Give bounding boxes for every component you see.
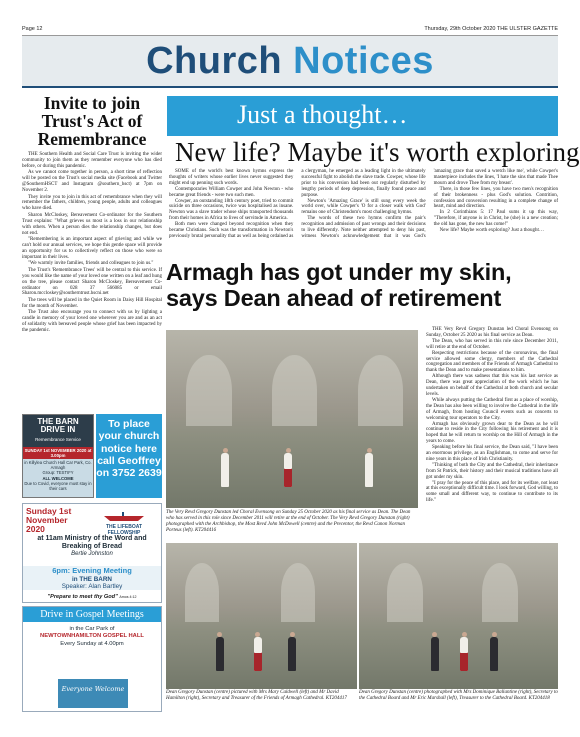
barn-ad-date: SUNDAY 1st NOVEMBER 2020 at 3.00pm xyxy=(24,448,92,458)
dean-headline: Armagh has got under my skin, says Dean ahead of retirement xyxy=(166,259,512,311)
masthead-rule xyxy=(22,86,558,88)
barn-ad-subtitle: DRIVE IN xyxy=(40,425,76,434)
board-photo-caption: Dean Gregory Dunstan (centre) photographed with Mrs Dominique Ballantine (right), Secretary to the Cathedral Board and Mr Eric Marshall (left), Treasurer to the Cathedral Board. KT204418 xyxy=(359,690,558,701)
everyone-welcome-image: Everyone Welcome xyxy=(58,679,128,708)
article-paragraph: Although there was sadness that this was his last service as Dean, there was great appreciation of the work which he has undertaken on behalf of the Cathedral at both church and secular levels. xyxy=(426,374,558,397)
barn-ad-line: in Killylea Church Hall Car Park, Co. Armagh xyxy=(24,460,92,471)
dean-article xyxy=(426,327,558,504)
article-paragraph: While always putting the Cathedral first as a place of worship, the Dean has also been willing to involve the Cathedral in the life of Armagh, from hosting Council events such as concerts to welcoming tour operators to the City. xyxy=(426,397,558,421)
advertise-here-ad: To place your church notice here call Geoffrey on 3752 2639 xyxy=(96,414,162,498)
article-paragraph: THE Very Revd Gregory Dunstan led Choral Evensong on Sunday, October 25 2020 as his final service as Dean. xyxy=(426,327,558,338)
drive-in-venue: NEWTOWNHAMILTON GOSPEL HALL xyxy=(40,633,144,640)
article-paragraph: The Dean, who has served in this role since December 2011, will retire at the end of October. xyxy=(426,338,558,350)
lifeboat-fellowship-ad xyxy=(22,503,162,603)
lifeboat-logo-text: THE LIFEBOAT FELLOWSHIP xyxy=(105,524,142,536)
barn-ad-title: THE BARN xyxy=(37,417,79,426)
lifeboat-morning-speaker: Bertie Johnston xyxy=(71,551,113,557)
cathedral-photo-friends xyxy=(166,543,357,689)
invite-paragraph: THE Southern Health and Social Care Trust is inviting the wider community to join them as they remember everyone who has died before, or during this pandemic. xyxy=(22,152,162,169)
jat-paragraph: Both men were changed beyond recognition when they became Christians. Such was the transformation in Newton's previously brutal personality that as well as being ordained as a clergyman, he emerged as a leading light in the ultimately successful fight to abolish the slave trade. Cowper, whose life prior to his conversion had been out regularly disturbed by lengthy periods of deep depression, finally found peace and purpose. xyxy=(169,169,426,239)
cathedral-photo-main xyxy=(166,330,418,508)
just-a-thought-label: Just a thought… xyxy=(237,100,408,129)
barn-ad-line: Group: TESTIFY xyxy=(42,470,74,476)
lifeboat-morning-title: Ministry of the Word and Breaking of Bread xyxy=(61,535,147,550)
lifeboat-evening-place: in THE BARN xyxy=(72,575,112,583)
invite-paragraph: As we cannot come together in person, a short time of reflection will be posted on the Trust's social media site (Facebook and Twitter @SouthernHSCT and Instagram @southern_hsct) at 7pm on November 2. xyxy=(22,170,162,194)
lifeboat-icon xyxy=(102,512,146,522)
person-figure xyxy=(288,637,296,671)
jat-paragraph: There, in those few lines, you have two men's recognition of their brokenness - plus God's solution. Contrition, confession and conversion resulting in a complete change of heart, mind and direction. xyxy=(433,186,558,210)
invite-paragraph: The Trust's 'Remembrance Trees' will be central to this service. If you would like the name of your loved one written on a leaf and hung on the tree, please contact Sharon McCloskey, Bereavement Co-ordinator on 028 37 566085 or email Sharon.mccloskey@southerntrust.hscni.net xyxy=(22,267,162,297)
lifeboat-logo xyxy=(90,512,158,536)
section-title xyxy=(22,40,558,83)
person-figure xyxy=(221,453,229,487)
jat-paragraph: Newton's 'Amazing Grace' is still sung every week the world over, while Cowper's 'O for a closer walk with God' remains one of Christendom's most challenging hymns. xyxy=(301,198,426,216)
lifeboat-evening-speaker: Speaker: Alan Bartley xyxy=(61,583,123,590)
person-figure xyxy=(460,637,468,671)
person-figure xyxy=(254,637,262,671)
lifeboat-footer-ref: Amos 4:12 xyxy=(119,595,137,599)
invite-paragraph: The Trust also encourage you to connect with us by lighting a candle in memory of your loved one wherever you are and as an act of solidarity with bereaved people whose grief has been impacted by the pandemic. xyxy=(22,310,162,334)
drive-in-details xyxy=(23,626,161,648)
barn-drive-in-ad xyxy=(22,414,94,498)
lifeboat-evening-line: 6pm: Evening Meeting xyxy=(52,566,132,575)
lifeboat-evening xyxy=(23,566,161,590)
article-paragraph: Armagh has obviously grown dear to the Dean as he will continue to reside in the City following his retirement and it is hoped that he will return to worship on the Hill of Armagh in the years to come. xyxy=(426,421,558,445)
invite-body xyxy=(22,152,162,334)
barn-ad-line: ALL WELCOME xyxy=(42,475,74,481)
article-paragraph: Speaking before his final service, the Dean said, "I have been an enormous privilege, as an Englishman, to come and serve for nine years in this place of Irish Christianity. xyxy=(426,445,558,462)
invite-paragraph: The trees will be placed in the Quiet Room in Daisy Hill Hospital for the month of November. xyxy=(22,297,162,309)
drive-in-title: Drive in Gospel Meetings xyxy=(23,607,161,622)
article-paragraph: Respecting restrictions because of the coronavirus, the final service allowed some clergy, members of the Cathedral congregation and members of the Friends of Armagh Cathedral to thank the Dean and to make presentations to him. xyxy=(426,350,558,374)
lifeboat-date: Sunday 1st November 2020 xyxy=(26,506,72,534)
lifeboat-morning-time: at 11am xyxy=(37,535,64,542)
person-figure xyxy=(216,637,224,671)
section-title-word1: Church xyxy=(146,40,283,82)
page-header-bar xyxy=(22,26,558,36)
barn-ad-banner xyxy=(23,415,93,447)
cathedral-photo-board xyxy=(359,543,558,689)
lifeboat-morning xyxy=(23,535,161,558)
person-figure xyxy=(365,453,373,487)
barn-ad-tag: Remembrance Service xyxy=(35,437,81,442)
section-title-word2: Notices xyxy=(293,40,434,82)
just-a-thought-title: New life? Maybe it's worth exploring xyxy=(175,137,580,167)
jat-paragraph: SOME of the world's best known hymns express the thoughts of writers whose earlier lives never suggested they might end up penning such words. xyxy=(169,169,294,186)
article-paragraph: "Thinking of both the City and the Cathedral, their inheritance from St Patrick, their history and their musical traditions have all got under my skin. xyxy=(426,462,558,480)
jat-paragraph: New life? Maybe worth exploring? Just a thought… xyxy=(439,228,544,234)
invite-paragraph: They invite you to join in this act of remembrance when they will remember the fathers, children, young people, adults and colleagues who have died. xyxy=(22,194,162,212)
date-line: Thursday, 29th October 2020 THE ULSTER GAZETTE xyxy=(424,26,558,32)
lifeboat-footer-quote: "Prepare to meet thy God" xyxy=(47,594,118,600)
jat-paragraph: The words of these two hymns confirm the pair's recognition and admission of past wrongs and their decisions to live differently. Note neither attempted to deny his past, witness Newton's acknowledgement that it was God's 'amazing grace that saved a wretch like me', while Cowper's masterpiece includes the lines, 'I hate the sins that made Thee mourn and drove Thee from my breast'. xyxy=(301,169,558,239)
page-number: Page 12 xyxy=(22,26,43,32)
person-figure xyxy=(490,637,498,671)
main-photo-caption: The Very Revd Gregory Dunstan led Choral Evensong on Sunday 25 October 2020 as his final service as Dean. The Dean who has served in this role since December 2011 will retire at the end of October. The Very Revd Gregory Dunstan (right) photographed with the Archbishop, the Most Revd John McDowell (centre) and the Precentor, the Revd Canon Norman Porteus (left). KT204416 xyxy=(166,510,411,533)
invite-heading: Invite to join Trust's Act of Remembrance xyxy=(37,93,147,149)
just-a-thought-banner xyxy=(167,96,558,136)
jat-paragraph: Contemporaries William Cowper and John Newton - who became great friends - were two such men. xyxy=(169,186,294,198)
section-masthead xyxy=(22,36,558,88)
friends-photo-caption: Dean Gregory Dunstan (centre) pictured with Mrs Mary Caldwell (left) and Mr David Hamilton (right), Secretary and Treasurer of the Friends of Armagh Cathedral. KT204417 xyxy=(166,690,347,701)
drive-in-line1: in the Car Park of xyxy=(69,626,115,632)
invite-article xyxy=(22,94,162,335)
invite-paragraph: "Remembering is an important aspect of grieving and while we can't hold our annual services, we hope this gentle space will provide an opportunity for us to collectively reflect on those who were so important in their lives. xyxy=(22,237,162,260)
jat-paragraph: Cowper, an outstanding 18th century poet, tried to commit suicide on three occasions, twice was hospitalised as insane. Newton was a slave trader whose ships transported thousands from their homes in Africa to lives of servitude in America. xyxy=(169,198,294,222)
barn-ad-line: Due to Covid, everyone must stay in their cars xyxy=(24,480,92,492)
invite-paragraph: "We warmly invite families, friends and colleagues to join us." xyxy=(28,261,154,267)
just-a-thought-body xyxy=(169,169,558,255)
article-paragraph: "I pray for the peace of this place, and for its welfare, not least at this exceptionally difficult time. I look forward, God willing, to some small and different way, to continue to contribute to its life." xyxy=(426,480,558,504)
invite-paragraph: Sharon McCloskey, Bereavement Co-ordinator for the Southern Trust explains: "What grieves us most is a loss in our relationship with others. When a person dies the relationship changes, but does not end. xyxy=(22,212,162,236)
jat-paragraph: In 2 Corinthians 5: 17 Paul sums it up this way, "Therefore, if anyone is in Christ, he (she) is a new creation; the old has gone, the new has come!" xyxy=(433,210,558,228)
drive-in-gospel-ad xyxy=(22,606,162,712)
person-figure xyxy=(284,453,292,487)
lifeboat-footer xyxy=(23,594,161,600)
drive-in-line2: Every Sunday at 4.00pm xyxy=(60,640,124,647)
person-figure xyxy=(431,637,439,671)
barn-ad-details xyxy=(23,459,93,492)
